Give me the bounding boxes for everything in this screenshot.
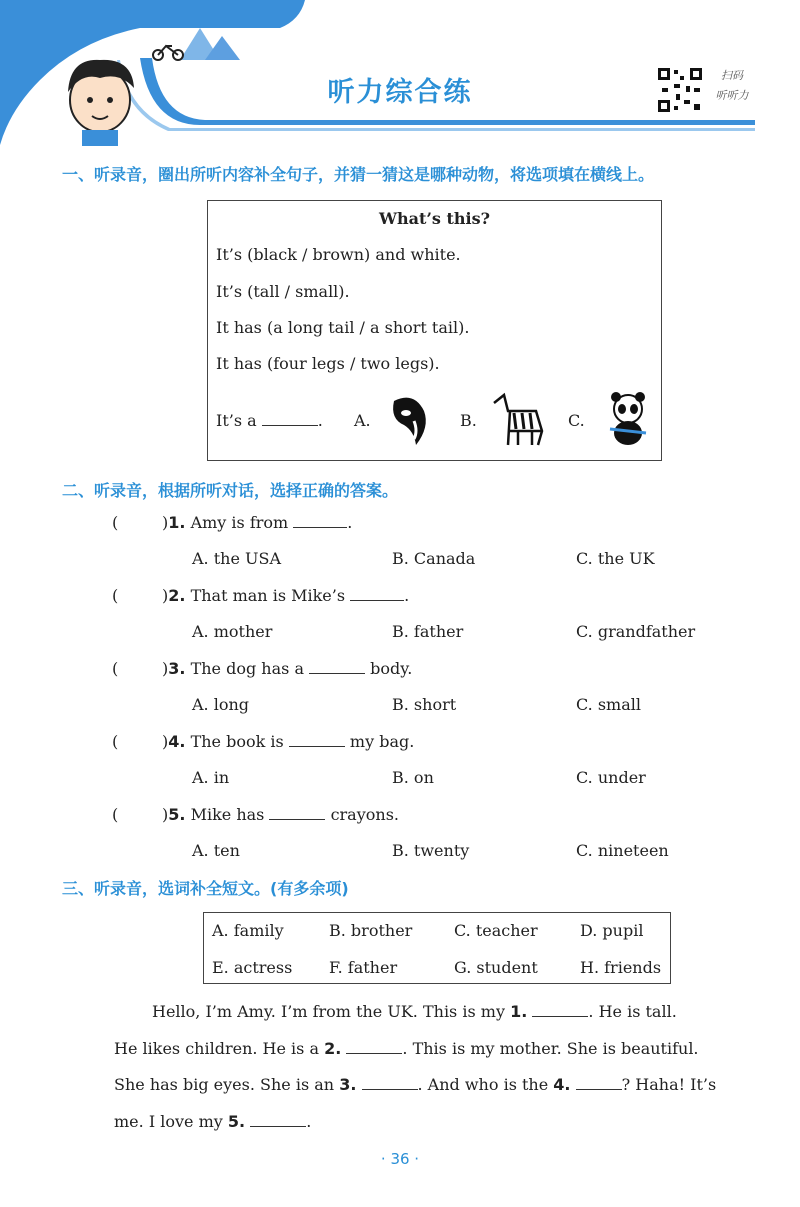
section1-box — [207, 200, 662, 461]
section1-title: 一、听录音，圈出所听内容补全句子，并猜一猜这是哪种动物，将选项填在横线上。 — [62, 165, 655, 184]
q1-open-paren[interactable]: ( — [112, 513, 119, 532]
para-l1a: Hello, I’m Amy. I’m from the UK. This is my — [152, 1002, 505, 1021]
q5-option-b: B. twenty — [392, 841, 470, 860]
blank-3-number: 3. — [339, 1075, 357, 1094]
q2-option-b: B. father — [392, 622, 464, 641]
orca-icon — [384, 391, 434, 447]
answer-blank[interactable] — [262, 411, 318, 426]
q1-blank — [293, 513, 347, 528]
word-c: C. teacher — [454, 921, 538, 940]
qr-label — [708, 66, 756, 114]
q1-post: . — [347, 513, 353, 532]
q2-number: 2. — [168, 586, 186, 605]
q2-option-a: A. mother — [192, 622, 273, 641]
q3-close-paren: ) — [162, 659, 169, 678]
q3-open-paren[interactable]: ( — [112, 659, 119, 678]
q5-option-a: A. ten — [192, 841, 240, 860]
box-line-3: It has (a long tail / a short tail). — [216, 318, 470, 337]
q2-stem: That man is Mike’s — [190, 586, 346, 605]
q4-option-c: C. under — [576, 768, 646, 787]
qr-code-icon[interactable] — [656, 66, 704, 114]
word-d: D. pupil — [580, 921, 644, 940]
para-l3b: . And who is the — [417, 1075, 549, 1094]
q4-number: 4. — [168, 732, 186, 751]
q4-option-b: B. on — [392, 768, 434, 787]
word-b: B. brother — [329, 921, 413, 940]
answer-line: It’s a . — [216, 411, 323, 430]
q5-blank — [269, 805, 325, 820]
blank-2-number: 2. — [324, 1039, 342, 1058]
q3-stem: The dog has a — [190, 659, 304, 678]
box-line-1: It’s (black / brown) and white. — [216, 245, 461, 264]
section3-title: 三、听录音，选词补全短文。(有多余项) — [62, 879, 349, 898]
blank-1[interactable] — [532, 1002, 588, 1017]
para-l3a: She has big eyes. She is an — [114, 1075, 335, 1094]
para-line-4 — [114, 1112, 311, 1131]
blank-4-number: 4. — [553, 1075, 571, 1094]
q4-stem: The book is — [190, 732, 284, 751]
word-h: H. friends — [580, 958, 662, 977]
q2-post: . — [404, 586, 410, 605]
q1-close-paren: ) — [162, 513, 169, 532]
para-line-3 — [114, 1075, 716, 1094]
q2-blank — [350, 586, 404, 601]
q4-post: my bag. — [349, 732, 415, 751]
q1-option-b: B. Canada — [392, 549, 476, 568]
para-l2b: . This is my mother. She is beautiful. — [402, 1039, 699, 1058]
para-line-1 — [152, 1002, 677, 1021]
box-line-2: It’s (tall / small). — [216, 282, 350, 301]
q3-number: 3. — [168, 659, 186, 678]
para-l3c: ? Haha! It’s — [621, 1075, 717, 1094]
box-heading: What’s this? — [379, 209, 490, 228]
q3-post: body. — [370, 659, 413, 678]
box-line-4: It has (four legs / two legs). — [216, 354, 440, 373]
para-l1b: . He is tall. — [588, 1002, 677, 1021]
q5-open-paren[interactable]: ( — [112, 805, 119, 824]
answer-prefix: It’s a — [216, 411, 257, 430]
q5-close-paren: ) — [162, 805, 169, 824]
para-l4a: me. I love my — [114, 1112, 223, 1131]
q5-number: 5. — [168, 805, 186, 824]
blank-2[interactable] — [346, 1039, 402, 1054]
option-b-label: B. — [460, 411, 477, 430]
option-c-label: C. — [568, 411, 585, 430]
zebra-icon — [488, 391, 550, 447]
q4-open-paren[interactable]: ( — [112, 732, 119, 751]
bicycle-icon — [153, 46, 183, 60]
panda-icon — [602, 389, 654, 447]
q2-option-c: C. grandfather — [576, 622, 696, 641]
q1-option-a: A. the USA — [192, 549, 282, 568]
q2-close-paren: ) — [162, 586, 169, 605]
word-g: G. student — [454, 958, 538, 977]
q2-open-paren[interactable]: ( — [112, 586, 119, 605]
q5-option-c: C. nineteen — [576, 841, 669, 860]
q1-option-c: C. the UK — [576, 549, 655, 568]
qr-label-line1: 扫码 — [721, 69, 743, 82]
word-a: A. family — [212, 921, 284, 940]
option-a-label: A. — [354, 411, 371, 430]
section2-title: 二、听录音，根据所听对话，选择正确的答案。 — [62, 481, 399, 500]
page-title: 听力综合练 — [327, 77, 473, 108]
blank-5-number: 5. — [227, 1112, 246, 1131]
q4-close-paren: ) — [162, 732, 169, 751]
word-e: E. actress — [212, 958, 293, 977]
q3-blank — [309, 659, 365, 674]
q5-post: crayons. — [330, 805, 399, 824]
blank-5[interactable] — [250, 1112, 306, 1127]
page-number: · 36 · — [380, 1150, 420, 1168]
para-l2a: He likes children. He is a — [114, 1039, 319, 1058]
q5-stem: Mike has — [190, 805, 265, 824]
q4-option-a: A. in — [192, 768, 230, 787]
q4-blank — [289, 732, 345, 747]
blank-3[interactable] — [362, 1075, 418, 1090]
q3-option-a: A. long — [192, 695, 250, 714]
para-l4b: . — [306, 1112, 312, 1131]
q1-number: 1. — [168, 513, 186, 532]
q1-stem: Amy is from — [190, 513, 289, 532]
word-bank-box — [203, 912, 671, 984]
para-line-2 — [114, 1039, 699, 1058]
q3-option-b: B. short — [392, 695, 457, 714]
q3-option-c: C. small — [576, 695, 641, 714]
word-f: F. father — [329, 958, 398, 977]
qr-label-line2: 听听力 — [715, 89, 749, 102]
blank-1-number: 1. — [510, 1002, 528, 1021]
blank-4[interactable] — [576, 1075, 622, 1090]
page-header — [0, 0, 800, 150]
